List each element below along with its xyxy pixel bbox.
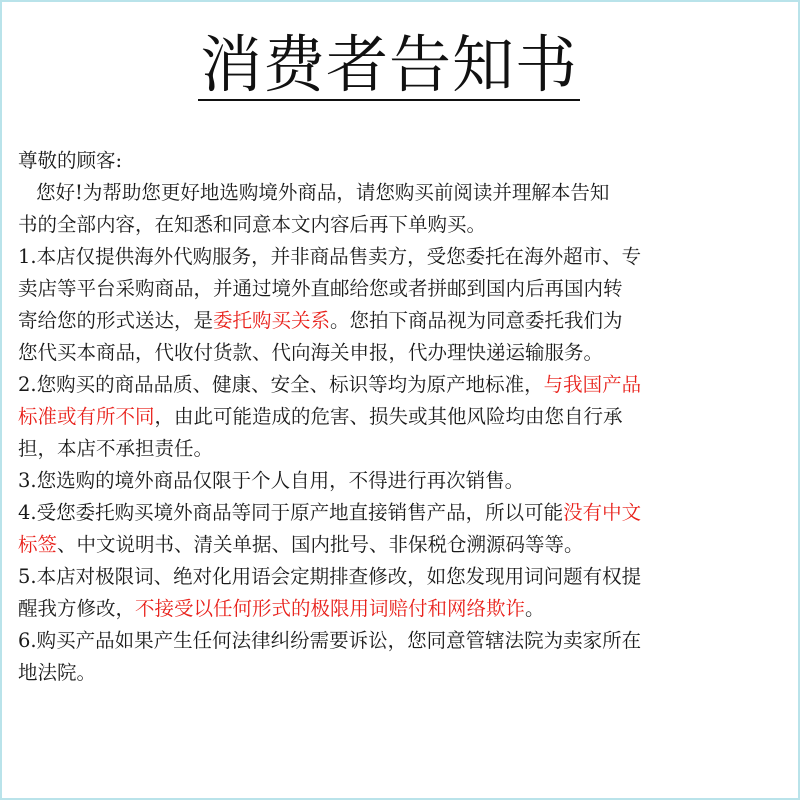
item-5-text: 醒我方修改， xyxy=(18,597,136,620)
intro-line-2: 书的全部内容，在知悉和同意本文内容后再下单购买。 xyxy=(18,213,487,236)
item-6-line-1: 6.购买产品如果产生任何法律纠纷需要诉讼，您同意管辖法院为卖家所在 xyxy=(18,629,642,652)
item-2-highlight-cont: 标准或有所不同 xyxy=(18,405,155,428)
item-1-text: 寄给您的形式送达，是 xyxy=(18,309,214,332)
item-6-line-2: 地法院。 xyxy=(18,661,97,684)
salutation: 尊敬的顾客: xyxy=(18,149,123,172)
item-5-line-2 xyxy=(18,593,790,625)
item-4-text-cont: 、中文说明书、清关单据、国内批号、非保税仓溯源码等等。 xyxy=(57,533,584,556)
item-1-line-1: 1.本店仅提供海外代购服务，并非商品售卖方，受您委托在海外超市、专 xyxy=(18,245,642,268)
item-2-text: 2.您购买的商品品质、健康、安全、标识等均为原产地标准， xyxy=(18,373,544,396)
item-4-highlight: 没有中文 xyxy=(563,501,642,524)
item-1-line-4: 您代买本商品，代收付货款、代向海关申报，代办理快递运输服务。 xyxy=(18,341,604,364)
item-5-text-cont: 。 xyxy=(525,597,545,620)
item-5-highlight: 不接受以任何形式的极限用词赔付和网络欺诈 xyxy=(135,597,526,620)
item-2-line-3: 担，本店不承担责任。 xyxy=(18,437,214,460)
notice-body xyxy=(18,145,790,689)
item-1-line-3 xyxy=(18,305,790,337)
item-2-text-cont: ，由此可能造成的危害、损失或其他风险均由您自行承 xyxy=(154,405,623,428)
item-5-line-1: 5.本店对极限词、绝对化用语会定期排查修改，如您发现用词问题有权提 xyxy=(18,565,642,588)
item-1-text-cont: 。您拍下商品视为同意委托我们为 xyxy=(330,309,623,332)
item-4-line-1 xyxy=(18,497,790,529)
item-4-text: 4.受您委托购买境外商品等同于原产地直接销售产品，所以可能 xyxy=(18,501,564,524)
item-2-highlight: 与我国产品 xyxy=(543,373,642,396)
item-4-line-2 xyxy=(18,529,790,561)
page-title: 消费者告知书 xyxy=(200,28,579,101)
item-1-line-2: 卖店等平台采购商品，并通过境外直邮给您或者拼邮到国内后再国内转 xyxy=(18,277,623,300)
item-3-line-1: 3.您选购的境外商品仅限于个人自用，不得进行再次销售。 xyxy=(18,469,525,492)
item-4-highlight-cont: 标签 xyxy=(18,533,58,556)
item-2-line-2 xyxy=(18,401,790,433)
item-2-line-1 xyxy=(18,369,790,401)
item-1-highlight: 委托购买关系 xyxy=(213,309,331,332)
intro-line-1: 您好!为帮助您更好地选购境外商品，请您购买前阅读并理解本告知 xyxy=(36,181,610,204)
